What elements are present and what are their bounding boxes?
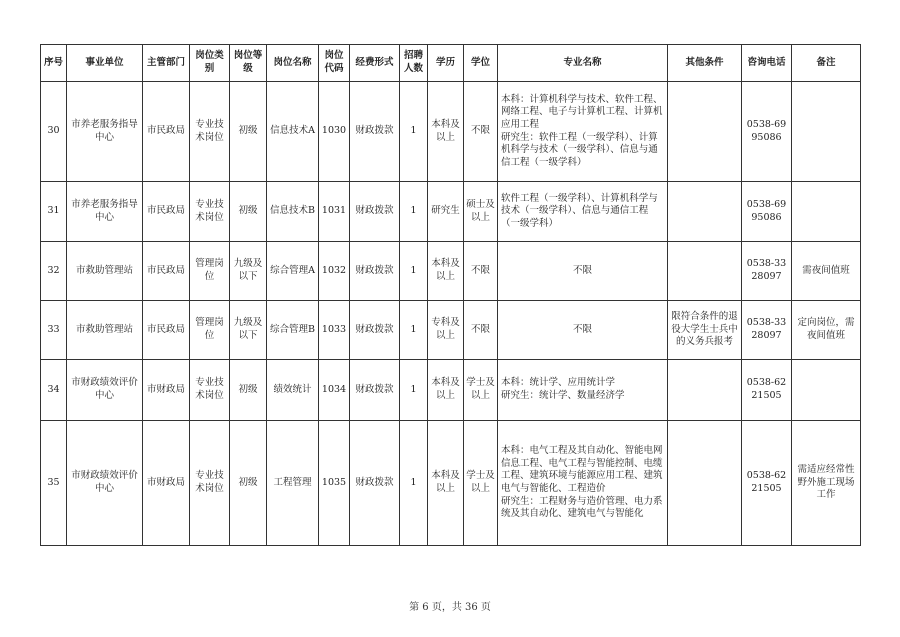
- contact-phone: 0538-6221505: [742, 360, 792, 421]
- table-row: [41, 301, 861, 360]
- post-level: 初级: [230, 421, 267, 546]
- degree: 不限: [464, 82, 498, 182]
- post-code: 1033: [319, 301, 350, 360]
- degree: 不限: [464, 242, 498, 301]
- post-name: 工程管理: [267, 421, 319, 546]
- row-number: 32: [41, 242, 67, 301]
- major-requirements: [498, 82, 668, 182]
- post-code: 1030: [319, 82, 350, 182]
- other-conditions: [668, 242, 742, 301]
- contact-phone: 0538-6995086: [742, 82, 792, 182]
- post-code: 1034: [319, 360, 350, 421]
- table-body: [41, 82, 861, 546]
- column-header: 事业单位: [67, 45, 143, 82]
- post-name: 综合管理A: [267, 242, 319, 301]
- major-requirements: [498, 182, 668, 242]
- degree: 不限: [464, 301, 498, 360]
- post-name: 综合管理B: [267, 301, 319, 360]
- other-conditions: 限符合条件的退役大学生士兵中的义务兵报考: [668, 301, 742, 360]
- department: 市民政局: [143, 82, 190, 182]
- row-number: 30: [41, 82, 67, 182]
- contact-phone: 0538-3328097: [742, 242, 792, 301]
- unit-name: 市救助管理站: [67, 242, 143, 301]
- hire-count: 1: [400, 242, 428, 301]
- hire-count: 1: [400, 82, 428, 182]
- column-header: 咨询电话: [742, 45, 792, 82]
- post-category: 专业技术岗位: [190, 421, 230, 546]
- column-header: 岗位等级: [230, 45, 267, 82]
- post-category: 管理岗位: [190, 301, 230, 360]
- column-header: 岗位类别: [190, 45, 230, 82]
- post-level: 初级: [230, 360, 267, 421]
- column-header: 招聘人数: [400, 45, 428, 82]
- major-line: 本科：计算机科学与技术、软件工程、网络工程、电子与计算机工程、计算机应用工程: [501, 93, 663, 130]
- education: 本科及以上: [428, 421, 464, 546]
- other-conditions: [668, 360, 742, 421]
- post-level: 初级: [230, 82, 267, 182]
- hire-count: 1: [400, 182, 428, 242]
- unit-name: 市养老服务指导中心: [67, 182, 143, 242]
- department: 市民政局: [143, 182, 190, 242]
- post-name: 绩效统计: [267, 360, 319, 421]
- post-name: 信息技术A: [267, 82, 319, 182]
- unit-name: 市养老服务指导中心: [67, 82, 143, 182]
- education: 本科及以上: [428, 82, 464, 182]
- hire-count: 1: [400, 360, 428, 421]
- funding-type: 财政拨款: [350, 301, 400, 360]
- post-name: 信息技术B: [267, 182, 319, 242]
- major-line: 不限: [572, 323, 592, 335]
- column-header: 学历: [428, 45, 464, 82]
- post-category: 专业技术岗位: [190, 82, 230, 182]
- other-conditions: [668, 182, 742, 242]
- major-line: 软件工程（一级学科）、计算机科学与技术（一级学科）、信息与通信工程（一级学科）: [501, 192, 658, 229]
- header-row: [41, 45, 861, 82]
- column-header: 岗位代码: [319, 45, 350, 82]
- major-requirements: [498, 301, 668, 360]
- major-line: 研究生：软件工程（一级学科）、计算机科学与技术（一级学科）、信息与通信工程（一级学科）: [501, 131, 658, 168]
- major-requirements: [498, 360, 668, 421]
- post-level: 九级及以下: [230, 242, 267, 301]
- column-header: 其他条件: [668, 45, 742, 82]
- post-level: 初级: [230, 182, 267, 242]
- post-code: 1035: [319, 421, 350, 546]
- education: 本科及以上: [428, 360, 464, 421]
- department: 市财政局: [143, 421, 190, 546]
- remarks: 需适应经常性野外施工现场工作: [792, 421, 861, 546]
- column-header: 岗位名称: [267, 45, 319, 82]
- unit-name: 市财政绩效评价中心: [67, 421, 143, 546]
- major-line: 本科：统计学、应用统计学: [501, 377, 616, 389]
- other-conditions: [668, 82, 742, 182]
- row-number: 35: [41, 421, 67, 546]
- table-row: [41, 82, 861, 182]
- hire-count: 1: [400, 421, 428, 546]
- column-header: 经费形式: [350, 45, 400, 82]
- post-category: 专业技术岗位: [190, 182, 230, 242]
- major-line: 研究生：统计学、数量经济学: [501, 390, 625, 401]
- column-header: 专业名称: [498, 45, 668, 82]
- table-row: [41, 242, 861, 301]
- column-header: 备注: [792, 45, 861, 82]
- funding-type: 财政拨款: [350, 82, 400, 182]
- contact-phone: 0538-6221505: [742, 421, 792, 546]
- unit-name: 市救助管理站: [67, 301, 143, 360]
- post-category: 管理岗位: [190, 242, 230, 301]
- remarks: 定向岗位，需夜间值班: [792, 301, 861, 360]
- post-category: 专业技术岗位: [190, 360, 230, 421]
- remarks: 需夜间值班: [792, 242, 861, 301]
- remarks: [792, 82, 861, 182]
- department: 市民政局: [143, 301, 190, 360]
- major-line: 本科：电气工程及其自动化、智能电网信息工程、电气工程与智能控制、电缆工程、建筑环境与能源应用工程、建筑电气与智能化、工程造价: [501, 445, 663, 494]
- other-conditions: [668, 421, 742, 546]
- column-header: 学位: [464, 45, 498, 82]
- post-code: 1031: [319, 182, 350, 242]
- row-number: 33: [41, 301, 67, 360]
- table-row: [41, 182, 861, 242]
- remarks: [792, 182, 861, 242]
- hire-count: 1: [400, 301, 428, 360]
- page-footer: 第 6 页，共 36 页: [409, 602, 491, 613]
- unit-name: 市财政绩效评价中心: [67, 360, 143, 421]
- contact-phone: 0538-3328097: [742, 301, 792, 360]
- funding-type: 财政拨款: [350, 182, 400, 242]
- major-requirements: [498, 242, 668, 301]
- recruitment-table: [40, 44, 861, 546]
- funding-type: 财政拨款: [350, 360, 400, 421]
- education: 专科及以上: [428, 301, 464, 360]
- row-number: 34: [41, 360, 67, 421]
- education: 本科及以上: [428, 242, 464, 301]
- remarks: [792, 360, 861, 421]
- major-requirements: [498, 421, 668, 546]
- degree: 学士及以上: [464, 360, 498, 421]
- education: 研究生: [428, 182, 464, 242]
- degree: 硕士及以上: [464, 182, 498, 242]
- post-level: 九级及以下: [230, 301, 267, 360]
- degree: 学士及以上: [464, 421, 498, 546]
- row-number: 31: [41, 182, 67, 242]
- column-header: 序号: [41, 45, 67, 82]
- post-code: 1032: [319, 242, 350, 301]
- department: 市民政局: [143, 242, 190, 301]
- funding-type: 财政拨款: [350, 242, 400, 301]
- contact-phone: 0538-6995086: [742, 182, 792, 242]
- table-row: [41, 360, 861, 421]
- funding-type: 财政拨款: [350, 421, 400, 546]
- department: 市财政局: [143, 360, 190, 421]
- table-row: [41, 421, 861, 546]
- column-header: 主管部门: [143, 45, 190, 82]
- major-line: 研究生：工程财务与造价管理、电力系统及其自动化、建筑电气与智能化: [501, 495, 663, 520]
- major-line: 不限: [572, 264, 592, 276]
